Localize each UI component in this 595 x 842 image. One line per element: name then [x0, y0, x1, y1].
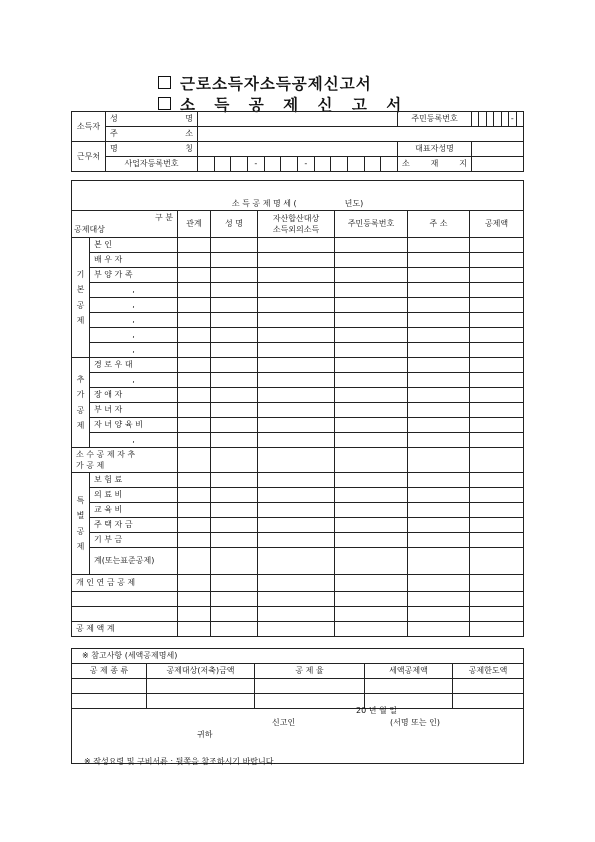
special-deduction-label: 특별공제 — [72, 473, 90, 575]
resident-no-label: 주민등록번호 — [398, 112, 472, 127]
row-label: , — [90, 298, 178, 313]
location-field[interactable] — [472, 157, 524, 172]
name-label: 성 명 — [106, 112, 198, 127]
col-name: 성 명 — [211, 211, 258, 238]
basic-deduction-label: 기본공제 — [72, 238, 90, 358]
biz-no-field[interactable]: - - — [198, 157, 398, 172]
name-field[interactable] — [198, 112, 398, 127]
resident-no-field[interactable]: - — [472, 112, 524, 127]
rep-name-label: 대표자성명 — [398, 142, 472, 157]
col-amount: 공제액 — [470, 211, 524, 238]
reference-table — [71, 648, 524, 764]
corner-header: 구 분 공제대상 — [72, 211, 178, 238]
rep-name-field[interactable] — [472, 142, 524, 157]
row-label: , — [90, 313, 178, 328]
ref-col-limit: 공제한도액 — [453, 664, 524, 679]
ref-col-type: 공 제 종 류 — [72, 664, 147, 679]
row-label: 의 료 비 — [90, 488, 178, 503]
form-title-1: 근로소득자소득공제신고서 — [158, 72, 372, 94]
row-label: 부 녀 자 — [90, 403, 178, 418]
total-label: 공 제 액 계 — [72, 622, 178, 637]
row-label: 보 험 료 — [90, 473, 178, 488]
header-table — [71, 111, 524, 172]
checkbox-icon[interactable] — [158, 97, 171, 110]
row-label: 경 로 우 대 — [90, 358, 178, 373]
row-label: 본 인 — [90, 238, 178, 253]
col-address: 주 소 — [408, 211, 470, 238]
pension-label: 개 인 연 금 공 제 — [72, 575, 178, 592]
detail-title: 소 득 공 제 명 세 ( 년도) — [72, 181, 524, 211]
row-label: , — [90, 433, 178, 448]
row-label: 자 녀 양 육 비 — [90, 418, 178, 433]
reference-note: ※ 참고사항 (세액공제명세) — [72, 649, 524, 664]
date-line: 20 년 월 일 — [356, 706, 397, 715]
ref-col-credit: 세액공제액 — [365, 664, 453, 679]
row-label: 주 택 자 금 — [90, 518, 178, 533]
footnote: ※ 작성요령 및 구비서류 : 뒷쪽을 참조하시기 바랍니다. — [84, 757, 277, 766]
extra-deduction-label: 추가공제 — [72, 358, 90, 448]
form-title-2: 소 득 공 제 신 고 서 — [158, 93, 408, 115]
row-label: 계(또는표준공제) — [90, 548, 178, 575]
row-label: 기 부 금 — [90, 533, 178, 548]
checkbox-icon[interactable] — [158, 76, 171, 89]
row-label: , — [90, 343, 178, 358]
row-label: , — [90, 373, 178, 388]
company-label: 명 칭 — [106, 142, 198, 157]
row-label: 장 애 자 — [90, 388, 178, 403]
row-label: 부 양 가 족 — [90, 268, 178, 283]
col-asset: 자산합산대상 소득외의소득 — [258, 211, 335, 238]
earner-label: 소득자 — [72, 112, 106, 142]
applicant-label: 신고인 — [272, 718, 296, 727]
address-label: 주 소 — [106, 127, 198, 142]
row-label: , — [90, 283, 178, 298]
col-resident-no: 주민등록번호 — [335, 211, 408, 238]
deduction-table — [71, 180, 524, 637]
row-label: 배 우 자 — [90, 253, 178, 268]
company-field[interactable] — [198, 142, 398, 157]
location-label: 소 재 지 — [398, 157, 472, 172]
ref-col-base: 공제대상(저축)금액 — [147, 664, 255, 679]
ref-col-rate: 공 제 율 — [255, 664, 365, 679]
recipient-label: 귀하 — [197, 730, 213, 739]
sign-label: (서명 또는 인) — [390, 718, 440, 727]
workplace-label: 근무처 — [72, 142, 106, 172]
row-label: 교 육 비 — [90, 503, 178, 518]
col-relation: 관계 — [178, 211, 211, 238]
address-field[interactable] — [198, 127, 524, 142]
small-family-label: 소 수 공 제 자 추 가 공 제 — [72, 448, 178, 473]
biz-no-label: 사업자등록번호 — [106, 157, 198, 172]
row-label: , — [90, 328, 178, 343]
